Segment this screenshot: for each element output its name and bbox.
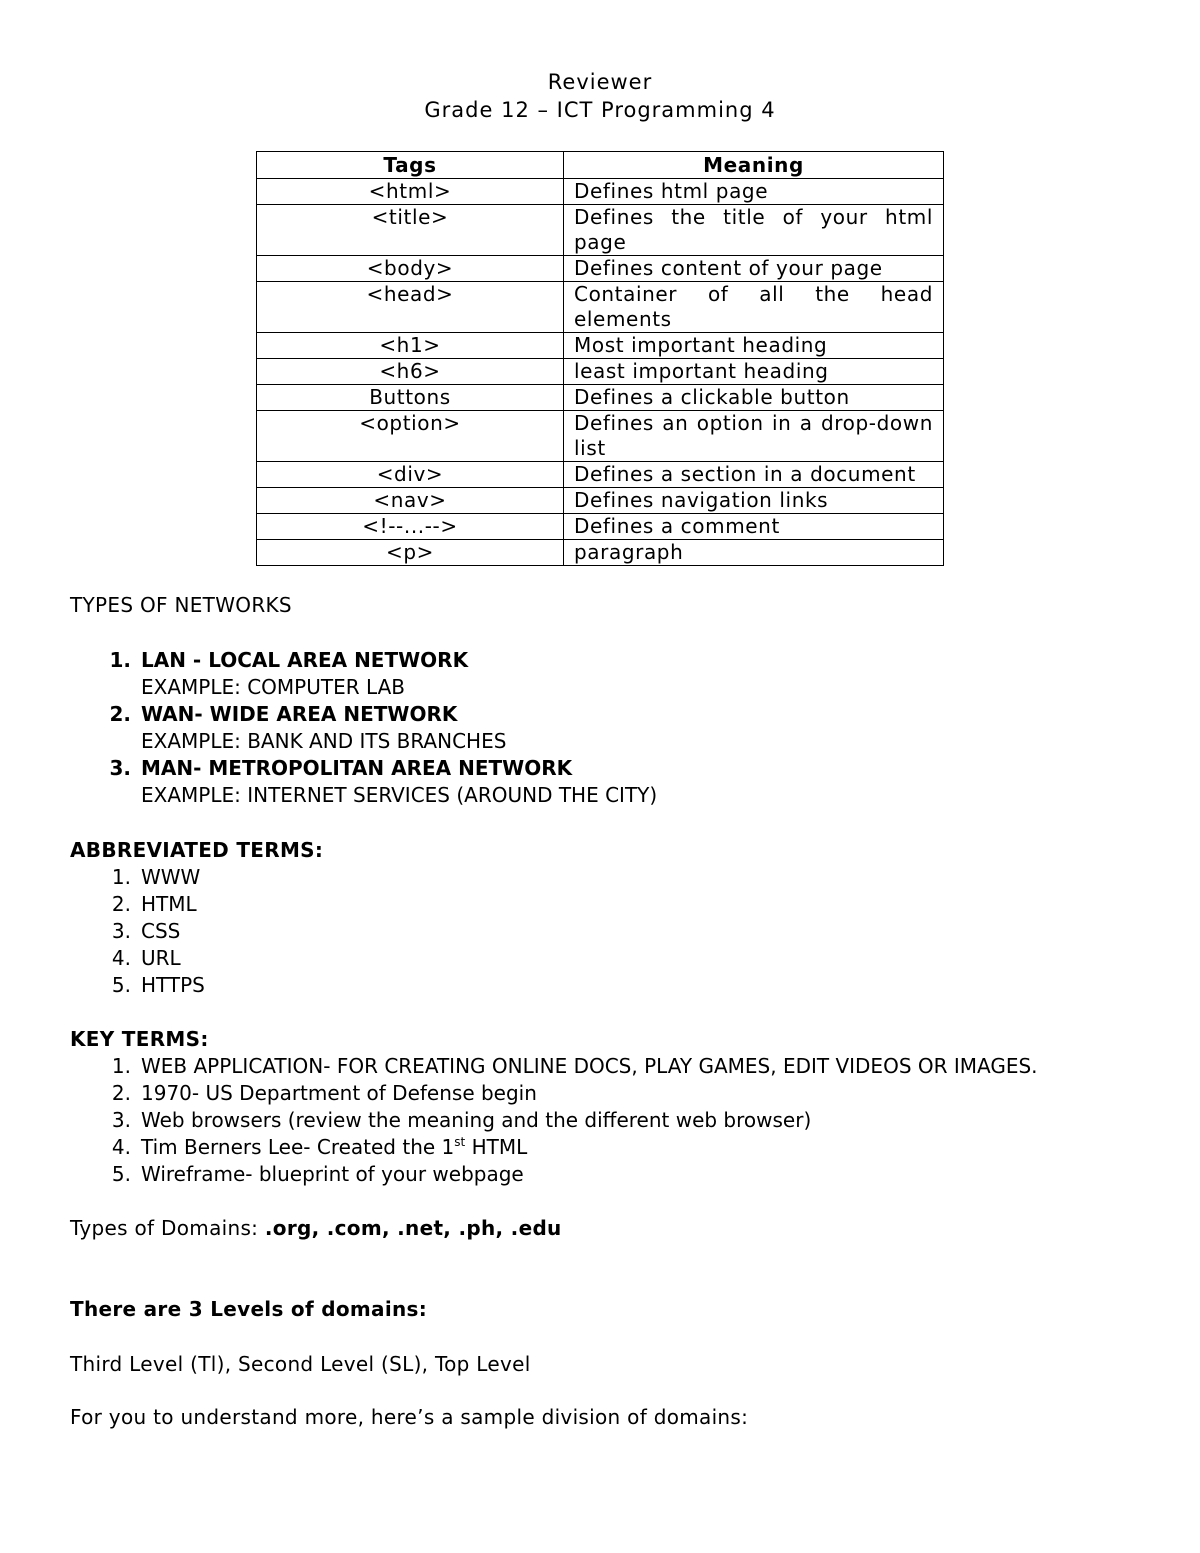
list-item bbox=[103, 647, 657, 701]
tag-cell: <h1> bbox=[257, 333, 564, 359]
tag-cell: <option> bbox=[257, 411, 564, 462]
table-row bbox=[257, 205, 944, 256]
table-row bbox=[257, 385, 944, 411]
list-number: 1. bbox=[111, 865, 131, 889]
list-number: 2. bbox=[111, 892, 131, 916]
network-name: LAN - LOCAL AREA NETWORK bbox=[141, 648, 469, 672]
table-row bbox=[257, 488, 944, 514]
list-number: 3. bbox=[111, 1108, 131, 1132]
table-row bbox=[257, 514, 944, 540]
network-name: MAN- METROPOLITAN AREA NETWORK bbox=[141, 756, 573, 780]
domains-label: Types of Domains: bbox=[70, 1216, 265, 1240]
meaning-cell: Container of all the head elements bbox=[564, 282, 944, 333]
closing-text: For you to understand more, here’s a sample division of domains: bbox=[70, 1405, 749, 1429]
table-row bbox=[257, 333, 944, 359]
levels-heading: There are 3 Levels of domains: bbox=[70, 1297, 428, 1321]
list-item bbox=[103, 864, 205, 891]
list-item bbox=[103, 1161, 1038, 1188]
tag-cell: <nav> bbox=[257, 488, 564, 514]
list-text: HTTPS bbox=[141, 973, 205, 997]
document-header bbox=[0, 68, 1200, 124]
table-row bbox=[257, 179, 944, 205]
table-row bbox=[257, 282, 944, 333]
list-text: HTML bbox=[141, 892, 197, 916]
tag-cell: <body> bbox=[257, 256, 564, 282]
table-row bbox=[257, 462, 944, 488]
list-text: URL bbox=[141, 946, 181, 970]
table-row bbox=[257, 411, 944, 462]
domains-line bbox=[70, 1216, 562, 1240]
meaning-cell: Defines content of your page bbox=[564, 256, 944, 282]
meaning-cell: paragraph bbox=[564, 540, 944, 566]
list-item bbox=[103, 1134, 1038, 1161]
meaning-cell: least important heading bbox=[564, 359, 944, 385]
table-row bbox=[257, 359, 944, 385]
meaning-cell: Defines an option in a drop-down list bbox=[564, 411, 944, 462]
networks-heading: TYPES OF NETWORKS bbox=[70, 593, 292, 617]
list-number: 4. bbox=[111, 1135, 131, 1159]
list-text: 1970- US Department of Defense begin bbox=[141, 1081, 537, 1105]
abbreviated-list bbox=[103, 864, 205, 999]
list-item bbox=[103, 891, 205, 918]
list-item bbox=[103, 701, 657, 755]
list-number: 5. bbox=[111, 973, 131, 997]
tag-cell: Buttons bbox=[257, 385, 564, 411]
meaning-cell: Most important heading bbox=[564, 333, 944, 359]
list-item bbox=[103, 1080, 1038, 1107]
table-row bbox=[257, 540, 944, 566]
list-item bbox=[103, 972, 205, 999]
table-header-row bbox=[257, 152, 944, 179]
key-terms-list bbox=[103, 1053, 1038, 1188]
tag-cell: <h6> bbox=[257, 359, 564, 385]
list-item bbox=[103, 945, 205, 972]
meaning-cell: Defines a comment bbox=[564, 514, 944, 540]
column-header-meaning: Meaning bbox=[564, 152, 944, 179]
key-terms-heading: KEY TERMS: bbox=[70, 1027, 209, 1051]
tag-cell: <html> bbox=[257, 179, 564, 205]
tag-cell: <title> bbox=[257, 205, 564, 256]
meaning-cell: Defines html page bbox=[564, 179, 944, 205]
list-item bbox=[103, 1053, 1038, 1080]
list-text: WEB APPLICATION- FOR CREATING ONLINE DOCS, PLAY GAMES, EDIT VIDEOS OR IMAGES. bbox=[141, 1054, 1038, 1078]
tag-cell: <div> bbox=[257, 462, 564, 488]
list-number: 2. bbox=[111, 1081, 131, 1105]
list-number: 3. bbox=[111, 919, 131, 943]
tag-cell: <p> bbox=[257, 540, 564, 566]
list-number: 1. bbox=[111, 1054, 131, 1078]
column-header-tags: Tags bbox=[257, 152, 564, 179]
list-number: 2. bbox=[109, 702, 131, 726]
list-text: Tim Berners Lee- Created the 1 bbox=[141, 1135, 455, 1159]
list-item bbox=[103, 1107, 1038, 1134]
superscript: st bbox=[454, 1135, 466, 1149]
tags-table bbox=[256, 151, 944, 566]
list-item bbox=[103, 918, 205, 945]
network-example: EXAMPLE: BANK AND ITS BRANCHES bbox=[141, 729, 507, 753]
list-number: 5. bbox=[111, 1162, 131, 1186]
list-text: Wireframe- blueprint of your webpage bbox=[141, 1162, 524, 1186]
meaning-cell: Defines navigation links bbox=[564, 488, 944, 514]
abbreviated-heading: ABBREVIATED TERMS: bbox=[70, 838, 324, 862]
list-text: WWW bbox=[141, 865, 201, 889]
list-text: CSS bbox=[141, 919, 181, 943]
document-title: Reviewer bbox=[547, 70, 653, 94]
list-number: 3. bbox=[109, 756, 131, 780]
network-example: EXAMPLE: INTERNET SERVICES (AROUND THE CITY) bbox=[141, 783, 658, 807]
list-item bbox=[103, 755, 657, 809]
meaning-cell: Defines a clickable button bbox=[564, 385, 944, 411]
network-example: EXAMPLE: COMPUTER LAB bbox=[141, 675, 405, 699]
tag-cell: <!--...--> bbox=[257, 514, 564, 540]
list-number: 1. bbox=[109, 648, 131, 672]
list-number: 4. bbox=[111, 946, 131, 970]
meaning-cell: Defines the title of your html page bbox=[564, 205, 944, 256]
network-name: WAN- WIDE AREA NETWORK bbox=[141, 702, 458, 726]
levels-text: Third Level (Tl), Second Level (SL), Top Level bbox=[70, 1352, 531, 1376]
list-text: Web browsers (review the meaning and the different web browser) bbox=[141, 1108, 812, 1132]
document-subtitle: Grade 12 – ICT Programming 4 bbox=[424, 98, 776, 122]
tag-cell: <head> bbox=[257, 282, 564, 333]
table-row bbox=[257, 256, 944, 282]
domains-values: .org, .com, .net, .ph, .edu bbox=[264, 1216, 562, 1240]
list-text: HTML bbox=[465, 1135, 528, 1159]
networks-list bbox=[103, 647, 657, 809]
meaning-cell: Defines a section in a document bbox=[564, 462, 944, 488]
